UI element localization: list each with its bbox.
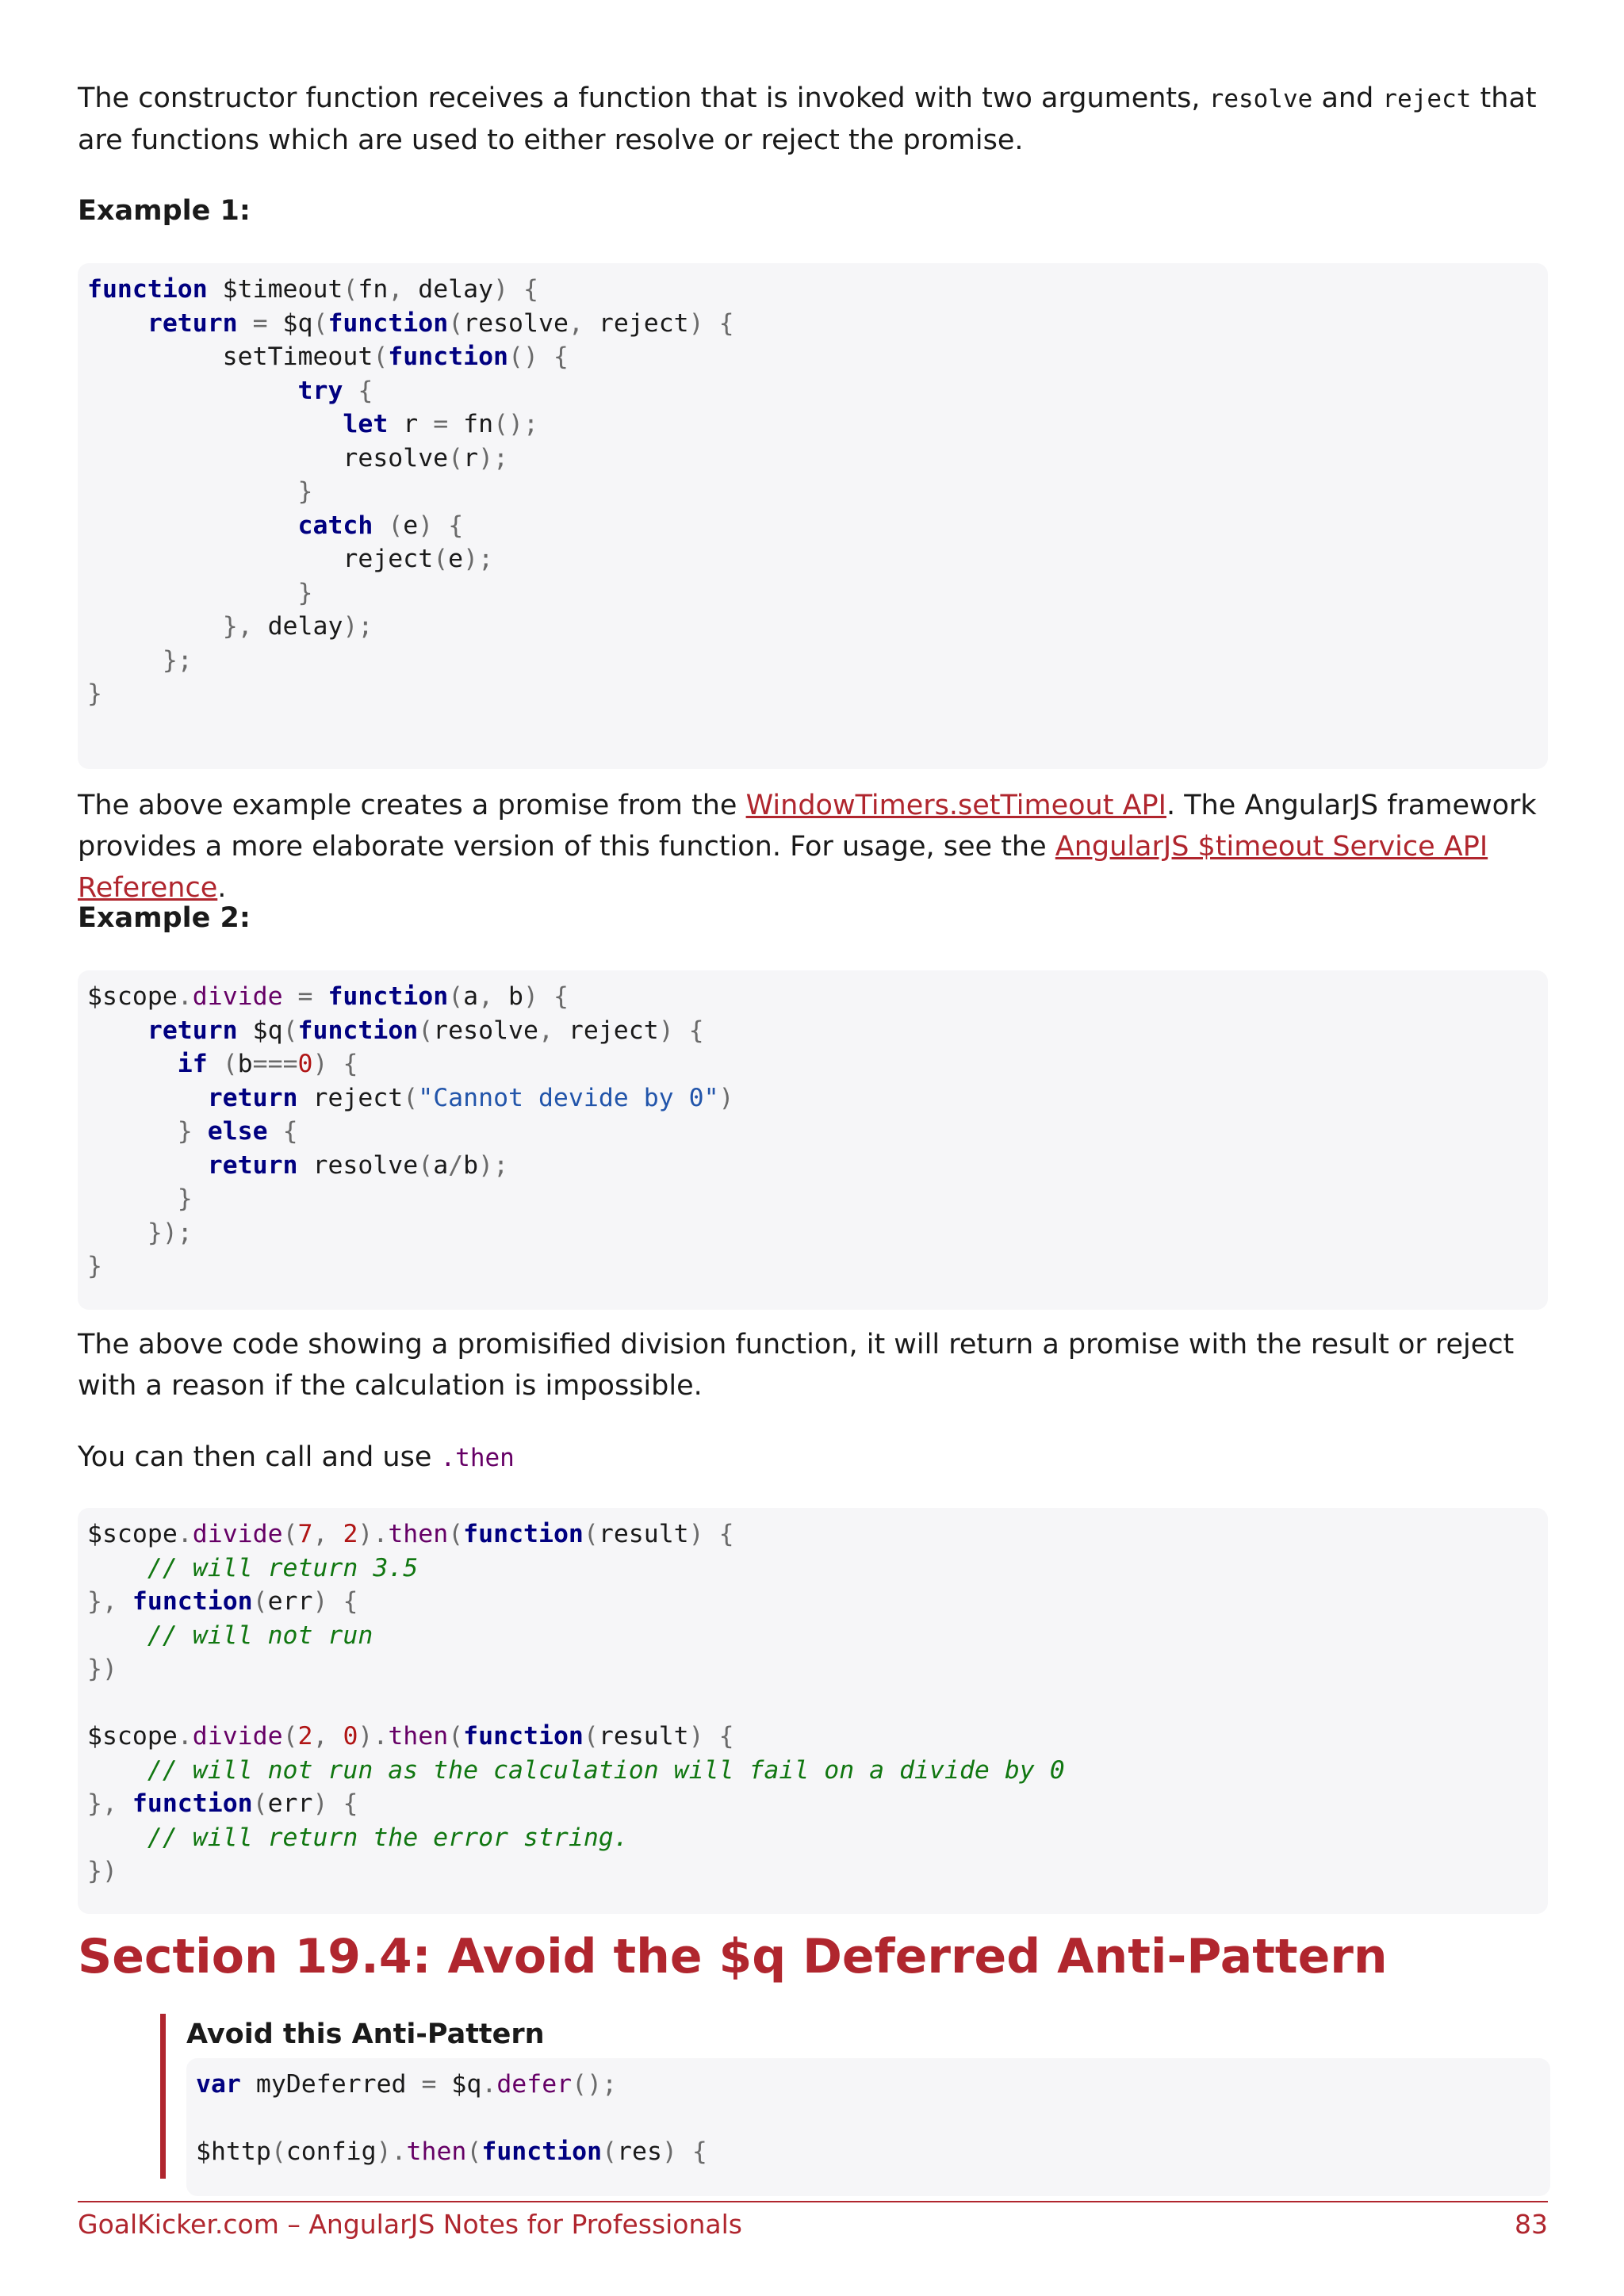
inline-code-resolve: resolve: [1208, 85, 1313, 113]
then-usage-text: You can then call and use: [78, 1441, 441, 1473]
example-3-code: $scope.divide(7, 2).then(function(result) { // will return 3.5 }, function(err) { // will not run }) $scope.divide(2, 0).then(function(result) { // will not run as the calculation will fail on a divide by 0 }, function(err) { // will return the error string. }): [78, 1508, 1548, 1914]
timeout-service-reference-link[interactable]: AngularJS $timeout Service API Reference: [78, 831, 1488, 904]
footer-page-number: 83: [1515, 2209, 1548, 2240]
anti-pattern-callout: [160, 2014, 1550, 2179]
after-example-1-paragraph: [78, 785, 1548, 909]
intro-text-2: and: [1312, 82, 1383, 114]
anti-pattern-code: var myDeferred = $q.defer(); $http(config).then(function(res) {: [186, 2058, 1550, 2196]
after-example-2-paragraph: The above code showing a promisified division function, it will return a promise with the result or reject with a reason if the calculation is impossible.: [78, 1329, 1515, 1402]
inline-code-reject: reject: [1382, 85, 1472, 113]
settimeout-api-link[interactable]: WindowTimers.setTimeout API: [745, 790, 1166, 821]
example-2-code: $scope.divide = function(a, b) { return $q(function(resolve, reject) { if (b===0) { return reject("Cannot devide by 0") } else { return resolve(a/b); } }); }: [78, 970, 1548, 1310]
intro-text-1: The constructor function receives a function that is invoked with two arguments,: [78, 82, 1209, 114]
then-usage-line: [78, 1437, 1548, 1479]
callout-heading: Avoid this Anti-Pattern: [186, 2019, 545, 2050]
after-example-1-text-1: The above example creates a promise from the: [78, 790, 746, 821]
after-example-1-text-3: .: [217, 872, 227, 904]
inline-code-then: .then: [440, 1444, 515, 1472]
after-example-1-text-2: . The AngularJS framework provides a more elaborate version of this function. For usage, see the: [78, 790, 1537, 863]
example-1-code: function $timeout(fn, delay) { return = $q(function(resolve, reject) { setTimeout(function() { try { let r = fn(); resolve(r); } catch (e) { reject(e); } }, delay); }; }: [78, 263, 1548, 769]
footer-book-title: GoalKicker.com – AngularJS Notes for Professionals: [78, 2209, 742, 2240]
intro-paragraph: [78, 78, 1548, 161]
intro-text-3: that are functions which are used to either resolve or reject the promise.: [78, 82, 1537, 156]
section-title: Section 19.4: Avoid the $q Deferred Anti-Pattern: [78, 1929, 1388, 1984]
example-1-heading: Example 1:: [78, 195, 251, 227]
example-2-heading: Example 2:: [78, 902, 251, 934]
page-footer: [78, 2201, 1548, 2240]
